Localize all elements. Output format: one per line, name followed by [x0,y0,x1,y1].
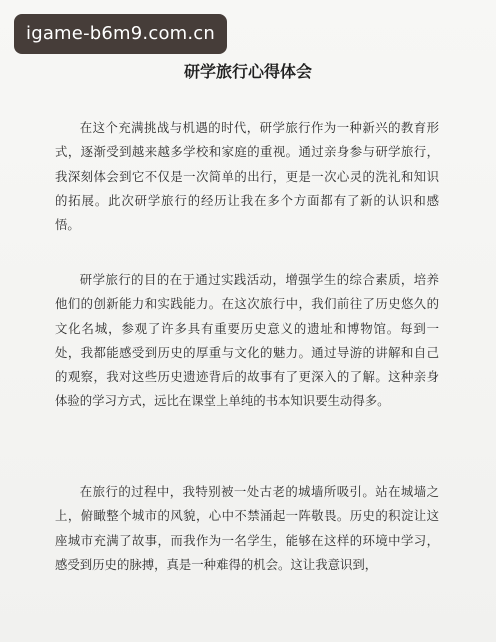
document-title: 研学旅行心得体会 [183,62,312,81]
paragraph-2: 研学旅行的目的在于通过实践活动，增强学生的综合素质，培养他们的创新能力和实践能力。在这次旅行中，我们前往了历史悠久的文化名城，参观了许多具有重要历史意义的遗址和博物馆。每到一处，我都能感受到历史的厚重与文化的魅力。通过导游的讲解和自己的观察，我对这些历史遗迹背后的故事有了更深入的了解。这种亲身体验的学习方式，远比在课堂上单纯的书本知识要生动得多。 [55,272,439,409]
paragraph-3: 在旅行的过程中，我特别被一处古老的城墙所吸引。站在城墙之上，俯瞰整个城市的风貌，心中不禁涌起一阵敬畏。历史的积淀让这座城市充满了故事，而我作为一名学生，能够在这样的环境中学习，感受到历史的脉搏，真是一种难得的机会。这让我意识到， [55,484,439,572]
watermark-label: igame-b6m9.com.cn [14,14,227,54]
paragraph-1: 在这个充满挑战与机遇的时代，研学旅行作为一种新兴的教育形式，逐渐受到越来越多学校和家庭的重视。通过亲身参与研学旅行，我深刻体会到它不仅是一次简单的出行，更是一次心灵的洗礼和知识的拓展。此次研学旅行的经历让我在多个方面都有了新的认识和感悟。 [55,120,439,233]
